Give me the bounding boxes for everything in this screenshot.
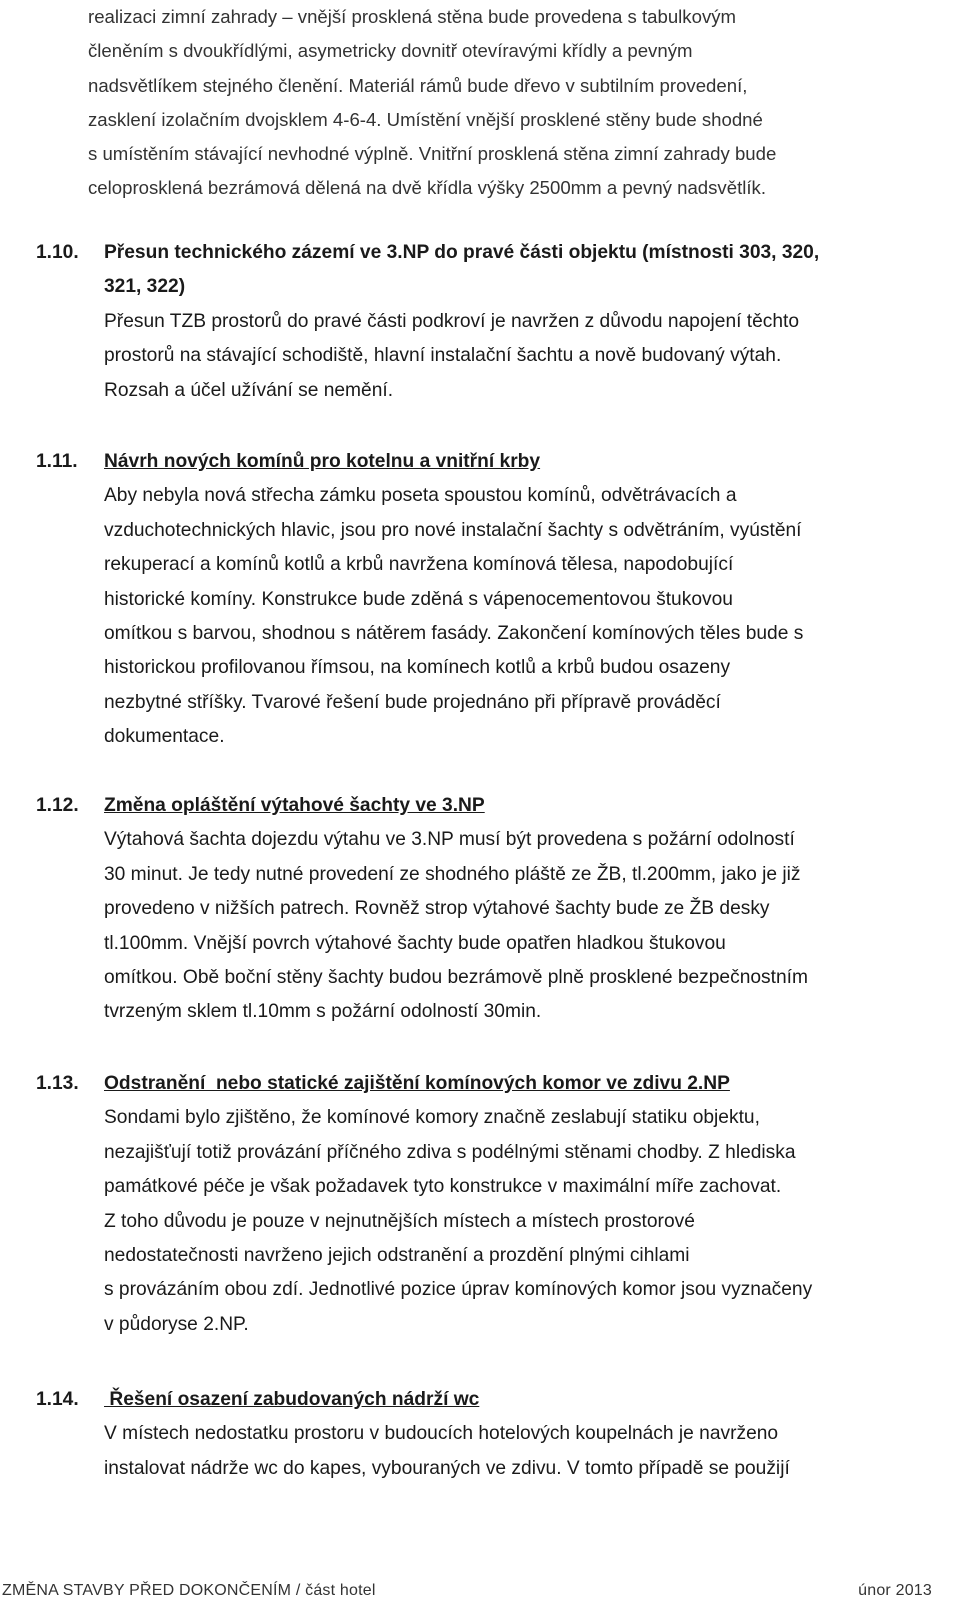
section-number: 1.12. <box>36 795 79 816</box>
section-number: 1.13. <box>36 1073 79 1094</box>
text-line: celoprosklená bezrámová dělená na dvě křídla výšky 2500mm a pevný nadsvětlík. <box>88 177 766 199</box>
section-body <box>36 1417 936 1486</box>
intro-paragraph <box>88 0 938 206</box>
text-line: památkové péče je však požadavek tyto konstrukce v maximální míře zachovat. <box>104 1176 782 1198</box>
section-body <box>36 270 936 408</box>
section-heading <box>36 789 936 823</box>
section-title: Návrh nových komínů pro kotelnu a vnitřní krby <box>104 451 541 472</box>
text-line: historické komíny. Konstrukce bude zděná s vápenocementovou štukovou <box>104 588 733 610</box>
text-line: nezajišťují totiž provázání příčného zdiva s podélnými stěnami chodby. Z hlediska <box>104 1141 796 1163</box>
section-title: Přesun technického zázemí ve 3.NP do pravé části objektu (místnosti 303, 320, <box>104 242 820 263</box>
section-heading <box>36 1067 936 1101</box>
text-line: tl.100mm. Vnější povrch výtahové šachty bude opatřen hladkou štukovou <box>104 932 726 954</box>
text-line: s umístěním stávající nevhodné výplně. Vnitřní prosklená stěna zimní zahrady bude <box>88 143 777 165</box>
text-line: členěním s dvoukřídlými, asymetricky dovnitř otevíravými křídly a pevným <box>88 40 693 62</box>
text-line: realizaci zimní zahrady – vnější prosklená stěna bude provedena s tabulkovým <box>88 6 737 27</box>
text-line: historickou profilovanou římsou, na komínech kotlů a krbů budou osazeny <box>104 657 731 679</box>
text-line: tvrzeným sklem tl.10mm s požární odolností 30min. <box>104 1001 542 1023</box>
text-line: Z toho důvodu je pouze v nejnutnějších místech a místech prostorové <box>104 1210 695 1232</box>
footer-date: únor 2013 <box>858 1582 932 1599</box>
text-line: nadsvětlíkem stejného členění. Materiál rámů bude dřevo v subtilním provedení, <box>88 74 748 96</box>
text-line: vzduchotechnických hlavic, jsou pro nové instalační šachty s odvětráním, vyústění <box>104 519 802 541</box>
text-line: nezbytné stříšky. Tvarové řešení bude projednáno při přípravě prováděcí <box>104 691 721 713</box>
text-line: rekuperací a komínů kotlů a krbů navržena komínová tělesa, napodobující <box>104 554 734 576</box>
text-line: V místech nedostatku prostoru v budoucích hotelových koupelnách je navrženo <box>104 1423 779 1445</box>
text-line: instalovat nádrže wc do kapes, vybouraných ve zdivu. V tomto případě se použijí <box>104 1457 790 1479</box>
text-line: s provázáním obou zdí. Jednotlivé pozice úprav komínových komor jsou vyznačeny <box>104 1279 813 1301</box>
section-heading <box>36 236 936 270</box>
text-line: Sondami bylo zjištěno, že komínové komory značně zeslabují statiku objektu, <box>104 1107 760 1129</box>
section-1-13 <box>36 1067 936 1342</box>
section-number: 1.10. <box>36 242 79 263</box>
section-title: Řešení osazení zabudovaných nádrží wc <box>104 1389 480 1410</box>
section-1-14 <box>36 1383 936 1486</box>
section-heading <box>36 1383 936 1417</box>
text-line: Aby nebyla nová střecha zámku poseta spoustou komínů, odvětrávacích a <box>104 485 737 507</box>
text-line: 30 minut. Je tedy nutné provedení ze shodného pláště ze ŽB, tl.200mm, jako je již <box>104 863 801 885</box>
text-line: v půdoryse 2.NP. <box>104 1313 249 1335</box>
text-line: zasklení izolačním dvojsklem 4-6-4. Umístění vnější prosklené stěny bude shodné <box>88 108 763 130</box>
section-body <box>36 1101 936 1342</box>
section-title: Změna opláštění výtahové šachty ve 3.NP <box>104 795 485 816</box>
section-1-10 <box>36 236 936 408</box>
text-line: Výtahová šachta dojezdu výtahu ve 3.NP musí být provedena s požární odolností <box>104 829 795 851</box>
section-number: 1.11. <box>36 451 78 472</box>
footer-document-title: ZMĚNA STAVBY PŘED DOKONČENÍM / část hotel <box>2 1582 376 1599</box>
text-line: Přesun TZB prostorů do pravé části podkroví je navržen z důvodu napojení těchto <box>104 310 800 332</box>
section-body <box>36 479 936 754</box>
text-line: nedostatečnosti navrženo jejich odstranění a prozdění plnými cihlami <box>104 1245 690 1267</box>
section-1-11 <box>36 445 936 755</box>
text-line: omítkou. Obě boční stěny šachty budou bezrámově plně prosklené bezpečnostním <box>104 967 808 989</box>
page-footer <box>0 1576 960 1611</box>
section-1-12 <box>36 789 936 1030</box>
text-line: prostorů na stávající schodiště, hlavní instalační šachtu a nově budovaný výtah. <box>104 345 782 367</box>
text-line: provedeno v nižších patrech. Rovněž strop výtahové šachty bude ze ŽB desky <box>104 898 770 920</box>
section-number: 1.14. <box>36 1389 79 1410</box>
section-body <box>36 823 936 1029</box>
section-title: Odstranění nebo statické zajištění komínových komor ve zdivu 2.NP <box>104 1073 730 1094</box>
section-title-continuation: 321, 322) <box>104 276 186 298</box>
section-heading <box>36 445 936 479</box>
text-line: omítkou s barvou, shodnou s nátěrem fasády. Zakončení komínových těles bude s <box>104 623 804 645</box>
text-line: dokumentace. <box>104 726 225 748</box>
text-line: Rozsah a účel užívání se nemění. <box>104 379 394 401</box>
